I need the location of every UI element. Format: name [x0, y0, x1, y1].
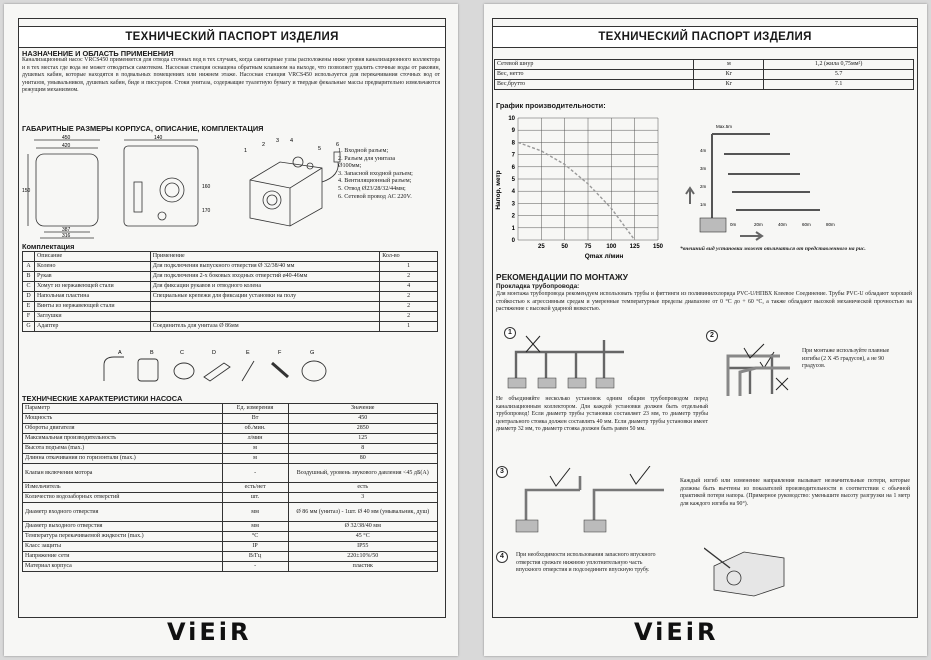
legend-item: 2. Разъем для унитаза [338, 154, 396, 162]
spec-unit: л/мин [222, 434, 288, 444]
callout-3: 3 [276, 138, 280, 144]
arrow-up-icon [686, 188, 694, 204]
chart-y-ticks [508, 116, 515, 244]
spec-unit: мм [222, 503, 288, 522]
chart-y-tick-label: 10 [508, 116, 515, 122]
legend-item: 1. Входной разъем; [338, 147, 389, 154]
kit-letter: E [23, 302, 35, 312]
spec-param: Длинна откачивания по горизонтали (max.) [23, 454, 223, 464]
pump-icon [516, 520, 538, 532]
table-row [23, 562, 438, 572]
part-letter: C [180, 350, 184, 356]
table-row [23, 272, 438, 282]
table-row [23, 483, 438, 493]
cross-icon [526, 336, 540, 352]
kit-qty: 4 [380, 282, 438, 292]
elbow-part [104, 357, 124, 381]
kit-header-cell [23, 252, 35, 262]
chart-x-tick-label: 100 [606, 244, 617, 250]
kit-use: Специальные крепежи для фиксации установки на полу [150, 292, 380, 302]
spec-value: 2850 [288, 424, 438, 434]
kit-header-cell: Описание [34, 252, 150, 262]
kit-qty: 2 [380, 302, 438, 312]
step3-drawing [510, 466, 680, 536]
spec-value: 125 [288, 434, 438, 444]
purpose-text: Канализационный насос VRCS450 применяется для отвода сточных вод в тех случаях, когда санитарные узлы расположены ниже уровня канализационного коллектора и в тех местах где вода не может отводиться самотеком. Насосная станция оснащена обратным клапаном на выходе, что позволяет удалить сточные воды от раковин, душевых кабин, которые находятся в подвальных помещениях или нижнем этаже. Насосная станция VRCS450 используется для перекачивания сточных вод от унитазов, умывальников, душевых кабин, биде и писсуаров. Стоки унитаза, содержащие туалетную бумагу и твердые фекальные массы предварительно измельчаются режущим механизмом. [22, 57, 440, 94]
purpose-heading: НАЗНАЧЕНИЕ И ОБЛАСТЬ ПРИМЕНЕНИЯ [22, 49, 174, 58]
spec-unit: шт. [222, 493, 288, 503]
dim-316: 316 [62, 233, 71, 239]
spec-unit: м [222, 454, 288, 464]
kit-letter: D [23, 292, 35, 302]
table-row [23, 493, 438, 503]
mini-label: Max.5m [716, 124, 733, 129]
dim-140: 140 [154, 135, 163, 141]
kit-header-cell: Кол-во [380, 252, 438, 262]
spec-header-cell: Ед. измерения [222, 404, 288, 414]
spec-unit: м [222, 444, 288, 454]
callout-1: 1 [244, 148, 248, 154]
spec-param: Напряжение сети [23, 552, 223, 562]
spec-value: 45 °С [288, 532, 438, 542]
spec-param: Материал корпуса [23, 562, 223, 572]
part-letter: D [212, 350, 216, 356]
spec-param: Обороты двигателя [23, 424, 223, 434]
dim-450: 450 [62, 135, 71, 141]
mini-label: 1m [700, 202, 707, 207]
chart-y-tick-label: 3 [511, 201, 515, 208]
top-value: 5.7 [764, 70, 914, 80]
chart-y-tick-label: 5 [511, 177, 515, 183]
mini-label: 80m [826, 222, 835, 227]
graph-heading: График производительности: [496, 101, 606, 110]
kit-qty: 1 [380, 322, 438, 332]
chart-y-tick-label: 8 [511, 140, 515, 147]
spec-value: Ø 32/38/40 мм [288, 522, 438, 532]
spec-param: Измельчитель [23, 483, 223, 493]
spec-param: Диаметр выходного отверстия [23, 522, 223, 532]
table-row [23, 464, 438, 483]
table-row [23, 322, 438, 332]
chart-y-tick-label: 0 [511, 238, 515, 244]
dim-160: 160 [202, 184, 211, 190]
top-param: Сетевой шнур [495, 60, 694, 70]
spec-param: Температура перекачиваемой жидкости (max.) [23, 532, 223, 542]
kit-desc: Колено [34, 262, 150, 272]
chart-y-tick-label: 6 [511, 164, 515, 171]
chart-x-tick-label: 50 [561, 244, 569, 250]
mini-label: 60m [802, 222, 811, 227]
pump-icon [584, 520, 606, 532]
kit-header-row [23, 252, 438, 262]
legend-item: Ø100мм; [338, 162, 362, 170]
kit-desc: Рукав [34, 272, 150, 282]
right-page-title: ТЕХНИЧЕСКИЙ ПАСПОРТ ИЗДЕЛИЯ [492, 26, 918, 48]
table-row [23, 454, 438, 464]
vieir-logo: ViEiR [634, 618, 719, 646]
front-view-drawing [28, 140, 100, 238]
spec-unit: IP [222, 542, 288, 552]
pipe-text: Для монтажа трубопровода рекомендуем использовать трубы и фиттинги из поливинилхлорида PVC-U/НПВХ Клеевое Соединение. Трубы PVC-U обладают хорошей стойкостью к агрессивным средам и умеренные температурные пределы диапазоне от 0 °С до + 60 °С, а также обладают высокой механической прочностью на растяжение с высокой ударной вязкостью. [496, 291, 912, 313]
kit-qty: 1 [380, 262, 438, 272]
chart-x-label: Qmax л/мин [584, 253, 624, 260]
mini-label: 2m [700, 184, 707, 189]
spec-param: Диаметр входного отверстия [23, 503, 223, 522]
right-page [484, 4, 927, 656]
mini-label: 20m [754, 222, 763, 227]
chart-x-tick-label: 75 [584, 244, 592, 250]
callout-4: 4 [290, 138, 294, 144]
side-view-drawing [124, 140, 198, 226]
vieir-logo: ViEiR [167, 618, 252, 646]
step4-drawing [704, 540, 794, 598]
left-page [4, 4, 458, 656]
step2-text: При монтаже используйте плавные изгибы (2 Х 45 градусов), а не 90 градусов. [802, 348, 890, 370]
top-value: 1,2 (жила 0,75мм²) [764, 60, 914, 70]
left-page-title: ТЕХНИЧЕСКИЙ ПАСПОРТ ИЗДЕЛИЯ [18, 26, 446, 48]
top-param: Вес, нетто [495, 70, 694, 80]
arrow-right-icon [740, 232, 762, 240]
chart-y-tick-label: 9 [511, 128, 515, 135]
spec-value: 450 [288, 414, 438, 424]
cord-weight-table [494, 59, 914, 90]
spec-table [22, 403, 438, 572]
legend-item: 4. Вентиляционный разъем; [338, 177, 412, 185]
step4-text: При необходимости использования запасного впускного отверстия срежьте нижнюю уплотнительную часть впускного отверстия и подсоедините впускную трубу. [516, 552, 656, 574]
callout-2: 2 [262, 142, 266, 148]
spec-value: 80 [288, 454, 438, 464]
top-param: Вес,брутто [495, 80, 694, 90]
performance-chart [494, 110, 674, 260]
kit-use [150, 312, 380, 322]
mini-label: 4m [700, 148, 707, 153]
legend-item: 6. Сетевой провод АС 220V. [338, 192, 412, 200]
kit-table [22, 251, 438, 332]
dim-387: 387 [62, 227, 71, 233]
spec-header-row [23, 404, 438, 414]
spec-unit: об./мин. [222, 424, 288, 434]
table-row [495, 60, 914, 70]
legend-item: 5. Отвод Ø23/28/32/44мм; [338, 184, 406, 192]
table-row [23, 282, 438, 292]
legend-item: 3. Запасной входной разъем; [338, 169, 413, 177]
step1-drawing [504, 326, 644, 394]
spec-param: Высота подъема (max.) [23, 444, 223, 454]
table-row [23, 262, 438, 272]
spec-unit: есть/нет [222, 483, 288, 493]
chart-y-tick-label: 4 [511, 189, 515, 196]
table-row [23, 552, 438, 562]
spec-param: Класс защиты [23, 542, 223, 552]
kit-desc: Заглушки [34, 312, 150, 322]
table-row [23, 312, 438, 322]
table-row [23, 503, 438, 522]
chart-y-label: Напор, метр [495, 170, 502, 210]
table-row [23, 424, 438, 434]
mini-label: 3m [700, 166, 707, 171]
spec-value: IP55 [288, 542, 438, 552]
spec-param: Максимальная производительность [23, 434, 223, 444]
table-row [495, 80, 914, 90]
kit-letter: F [23, 312, 35, 322]
step3-text: Каждый изгиб или изменение направления вызывает незначительные потери, которые должны быть вычтены из показателей производительности в соответствии с обычной практикой потери напора. (Примерное руководство: уменьшите высоту разгрузки на 1 метр для каждого изгиба на 90°). [680, 478, 910, 507]
chart-y-tick-label: 7 [511, 152, 515, 159]
spec-value: 3 [288, 493, 438, 503]
check-icon [550, 468, 570, 486]
kit-letter: G [23, 322, 35, 332]
spec-header-cell: Значение [288, 404, 438, 414]
top-unit: м [694, 60, 764, 70]
chart-x-ticks [538, 244, 664, 250]
kit-desc: Хомут из нержавеющей стали [34, 282, 150, 292]
kit-heading: Комплектация [22, 242, 75, 251]
step-1-badge: 1 [504, 327, 516, 339]
spec-unit: - [222, 562, 288, 572]
step-3-badge: 3 [496, 466, 508, 478]
spec-unit: Вт [222, 414, 288, 424]
kit-header-cell: Применение [150, 252, 380, 262]
clamp-part [174, 363, 194, 379]
top-unit: Кг [694, 80, 764, 90]
kit-use: Для фиксации рукавов и отводного колена [150, 282, 380, 292]
callout-5: 5 [318, 146, 322, 152]
kit-use [150, 302, 380, 312]
spec-value: Ø 86 мм (унитаз) - 1шт. Ø 40 мм (умывальник, душ) [288, 503, 438, 522]
chart-y-tick-label: 1 [511, 225, 515, 232]
mini-label: 40m [778, 222, 787, 227]
kit-use: Для подключения выпускного отверстия Ø 32/38/40 мм [150, 262, 380, 272]
kit-desc: Напольная пластина [34, 292, 150, 302]
spec-value: Воздушный, уровень звукового давления <45 дБ(А) [288, 464, 438, 483]
spec-heading: ТЕХНИЧЕСКИЕ ХАРАКТЕРИСТИКИ НАСОСА [22, 394, 183, 403]
top-unit: Кг [694, 70, 764, 80]
kit-desc: Адаптер [34, 322, 150, 332]
chart-x-tick-label: 25 [537, 244, 545, 250]
table-row [23, 444, 438, 454]
kit-desc: Винты из нержавеющей стали [34, 302, 150, 312]
pump-icon [568, 378, 586, 388]
kit-letter: C [23, 282, 35, 292]
table-row [23, 302, 438, 312]
top-value: 7.1 [764, 80, 914, 90]
floor-plate-part [204, 363, 230, 381]
spec-value: 8 [288, 444, 438, 454]
pump-icon [508, 378, 526, 388]
pipe-heading: Прокладка трубопровода: [496, 283, 580, 290]
dim-170: 170 [202, 208, 211, 214]
part-letter: A [118, 350, 122, 356]
part-letter: F [278, 350, 282, 356]
recs-heading: РЕКОМЕНДАЦИИ ПО МОНТАЖУ [496, 272, 628, 282]
chart-x-tick-label: 150 [652, 244, 664, 250]
pump-icon [538, 378, 556, 388]
callout-6: 6 [336, 142, 340, 148]
check-icon [630, 466, 650, 484]
spec-value: есть [288, 483, 438, 493]
spec-unit: - [222, 464, 288, 483]
table-row [23, 542, 438, 552]
table-row [23, 292, 438, 302]
step-2-badge: 2 [706, 330, 718, 342]
plug-part [272, 363, 288, 377]
kit-qty: 2 [380, 292, 438, 302]
chart-grid [518, 118, 658, 240]
table-row [23, 434, 438, 444]
sleeve-part [138, 359, 158, 381]
table-row [23, 414, 438, 424]
pump-isometric-drawing [250, 152, 340, 226]
spec-value: 220±10%/50 [288, 552, 438, 562]
spec-value: пластик [288, 562, 438, 572]
kit-letter: B [23, 272, 35, 282]
kit-use: Соединитель для унитаза Ø 86мм [150, 322, 380, 332]
dim-420: 420 [62, 143, 71, 149]
dims-heading: ГАБАРИТНЫЕ РАЗМЕРЫ КОРПУСА, ОПИСАНИЕ, КОМПЛЕКТАЦИЯ [22, 124, 264, 133]
mini-label: 0m [730, 222, 737, 227]
step1-text: Не объединяйте несколько установок одним общим трубопроводом перед канализационным коллектором. Для каждой установки должен быть отдельный трубопровод! Если диаметр трубы установки составляет 23 мм, то диаметр трубы центрального стояка должен составлять 40 мм. Если диаметр трубы установки имеет диаметр 32 мм, то диаметр стояка должен быть равен 50 мм. [496, 396, 708, 433]
table-row [23, 522, 438, 532]
spec-unit: В/Гц [222, 552, 288, 562]
spec-unit: °С [222, 532, 288, 542]
part-letter: E [246, 350, 250, 356]
screw-part [242, 361, 254, 381]
pump-icon [596, 378, 614, 388]
chart-x-tick-label: 125 [629, 244, 640, 250]
spec-param: Мощность [23, 414, 223, 424]
step-4-badge: 4 [496, 551, 508, 563]
kit-parts-drawing [94, 347, 334, 387]
kit-letter: A [23, 262, 35, 272]
adapter-part [302, 361, 326, 381]
parts-legend [338, 147, 413, 200]
kit-use: Для подключения 2-х боковых входных отверстий ø40-46мм [150, 272, 380, 282]
kit-qty: 2 [380, 312, 438, 322]
table-row [23, 532, 438, 542]
height-illustration [680, 114, 846, 244]
spec-unit: мм [222, 522, 288, 532]
spec-header-cell: Параметр [23, 404, 223, 414]
graph-note: *внешний вид установки может отличаться от представленного на рис. [680, 246, 866, 252]
kit-qty: 2 [380, 272, 438, 282]
table-row [495, 70, 914, 80]
spec-param: Клапан включения мотора [23, 464, 223, 483]
spec-param: Количество водозаборных отверстий [23, 493, 223, 503]
chart-y-tick-label: 2 [511, 213, 515, 220]
cross-icon [776, 378, 788, 390]
part-letter: B [150, 350, 154, 356]
pump-icon [700, 218, 726, 232]
dim-150: 150 [22, 188, 31, 194]
part-letter: G [310, 350, 315, 356]
step2-drawing [720, 342, 800, 398]
